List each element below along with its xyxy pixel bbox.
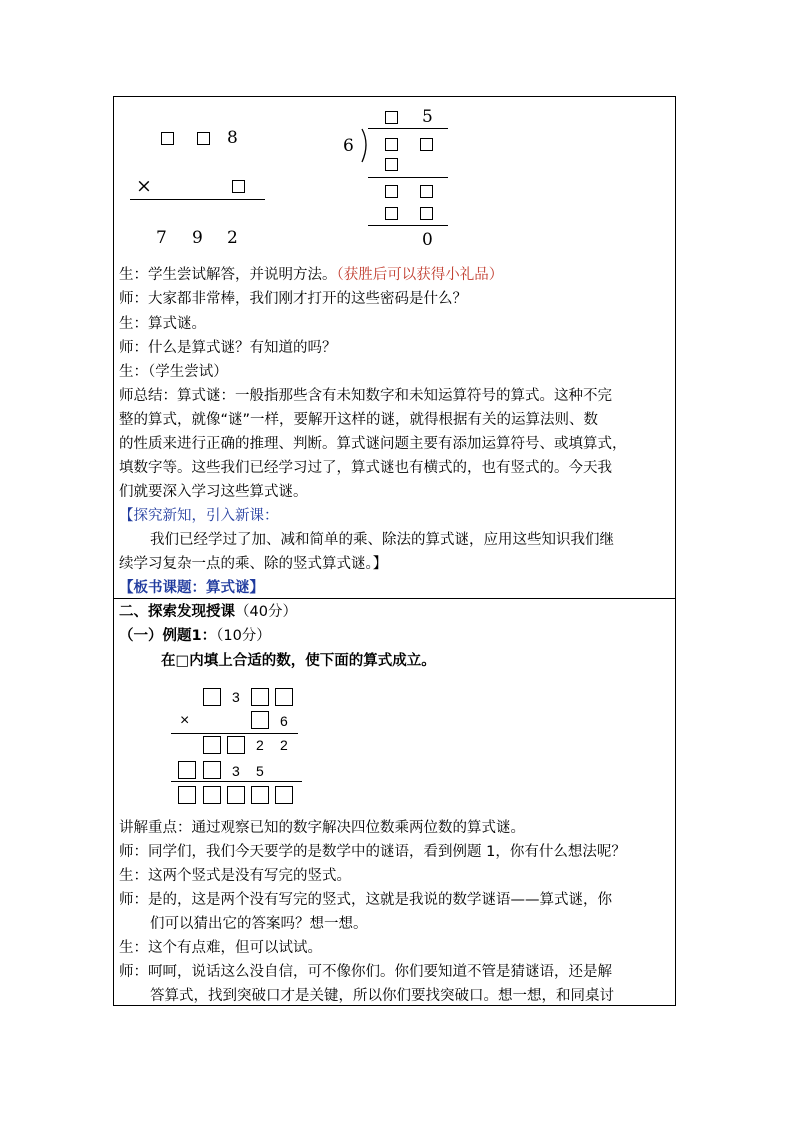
section-title	[119, 602, 297, 622]
board-title: 【板书课题：算式谜】	[119, 580, 264, 596]
digit: 3	[232, 689, 240, 705]
result-line	[171, 733, 298, 734]
blank-box	[227, 736, 245, 754]
blank-box	[385, 158, 398, 171]
dialogue-line: 生：算式谜。	[119, 316, 206, 332]
blank-box	[232, 180, 245, 193]
section-time: （40分）	[235, 604, 297, 620]
example-label-text: （一）例题1：	[119, 628, 217, 644]
blank-box	[161, 132, 174, 145]
dialogue-line	[119, 265, 503, 285]
dialogue-line: 师：大家都非常棒，我们刚才打开的这些密码是什么？	[119, 291, 467, 307]
blank-box	[385, 207, 398, 220]
example-label	[119, 626, 271, 646]
digit: 5	[256, 763, 264, 779]
blank-box	[385, 138, 398, 151]
blank-box	[385, 185, 398, 198]
subtract-line	[368, 177, 448, 178]
student-text: 生：学生尝试解答，并说明方法。	[119, 267, 337, 283]
division-bar	[368, 128, 448, 129]
blank-box	[420, 138, 433, 151]
blank-box	[203, 688, 221, 706]
result-line	[130, 199, 265, 200]
division-bracket	[358, 128, 372, 164]
dialogue-line: 师：是的，这是两个没有写完的竖式，这就是我说的数学谜语——算式谜，你	[119, 892, 612, 908]
dialogue-line: 们可以猜出它的答案吗？想一想。	[150, 916, 368, 932]
result-line	[171, 781, 302, 782]
dialogue-line: 生：这两个竖式是没有写完的竖式。	[119, 868, 351, 884]
blank-box	[251, 711, 269, 729]
blank-box	[178, 786, 196, 804]
blank-box	[275, 786, 293, 804]
digit: 9	[192, 228, 203, 248]
dialogue-line: 答算式，找到突破口才是关键，所以你们要找突破口。想一想，和同桌讨	[150, 988, 614, 1004]
digit: 2	[280, 737, 288, 753]
blank-box	[178, 761, 196, 779]
blank-box	[203, 736, 221, 754]
dialogue-line: 师：同学们，我们今天要学的是数学中的谜语，看到例题 1，你有什么想法呢？	[119, 844, 626, 860]
prize-note: （获胜后可以获得小礼品）	[336, 267, 504, 283]
remainder: 0	[422, 230, 433, 250]
new-lesson-heading: 【探究新知，引入新课：	[119, 508, 279, 524]
blank-box	[251, 688, 269, 706]
blank-box	[203, 786, 221, 804]
summary-line: 们就要深入学习这些算式谜。	[119, 484, 308, 500]
blank-box	[420, 207, 433, 220]
multiply-operator: ×	[136, 175, 152, 197]
summary-line: 的性质来进行正确的推理、判断。算式谜问题主要有添加运算符号、或填算式，	[119, 436, 627, 452]
digit: 2	[256, 737, 264, 753]
instruction: 在□内填上合适的数，使下面的算式成立。	[161, 653, 436, 669]
digit: 3	[232, 763, 240, 779]
table-row-divider	[113, 598, 676, 599]
dialogue-line: 师：什么是算式谜？有知道的吗？	[119, 340, 337, 356]
digit: 8	[227, 128, 238, 148]
blank-box	[385, 111, 398, 124]
blank-box	[420, 185, 433, 198]
blank-box	[251, 786, 269, 804]
dialogue-line: 师：呵呵，说话这么没自信，可不像你们。你们要知道不管是猜谜语，还是解	[119, 964, 612, 980]
summary-line: 师总结：算式谜：一般指那些含有未知数字和未知运算符号的算式。这种不完	[119, 388, 612, 404]
digit: 7	[156, 228, 167, 248]
section-title-text: 二、探索发现授课	[119, 604, 235, 620]
dialogue-line: 生：这个有点难，但可以试试。	[119, 940, 322, 956]
multiply-operator: ×	[180, 712, 190, 729]
blank-box	[227, 786, 245, 804]
subtract-line	[368, 225, 448, 226]
blank-box	[275, 688, 293, 706]
new-lesson-text: 续学习复杂一点的乘、除的竖式算式谜。】	[119, 556, 388, 572]
explanation-line: 讲解重点：通过观察已知的数字解决四位数乘两位数的算式谜。	[119, 820, 525, 836]
digit: 2	[227, 228, 238, 248]
new-lesson-text: 我们已经学过了加、减和简单的乘、除法的算式谜，应用这些知识我们继	[150, 532, 614, 548]
example-time: （10分）	[216, 628, 271, 644]
summary-line: 整的算式，就像“谜”一样，要解开这样的谜，就得根据有关的运算法则、数	[119, 412, 599, 428]
blank-box	[203, 761, 221, 779]
quotient-digit: 5	[422, 107, 433, 127]
blank-box	[197, 132, 210, 145]
dialogue-line: 生：（学生尝试）	[119, 364, 228, 380]
digit: 6	[280, 713, 288, 729]
divisor: 6	[343, 136, 354, 156]
summary-line: 填数字等。这些我们已经学习过了，算式谜也有横式的，也有竖式的。今天我	[119, 460, 612, 476]
